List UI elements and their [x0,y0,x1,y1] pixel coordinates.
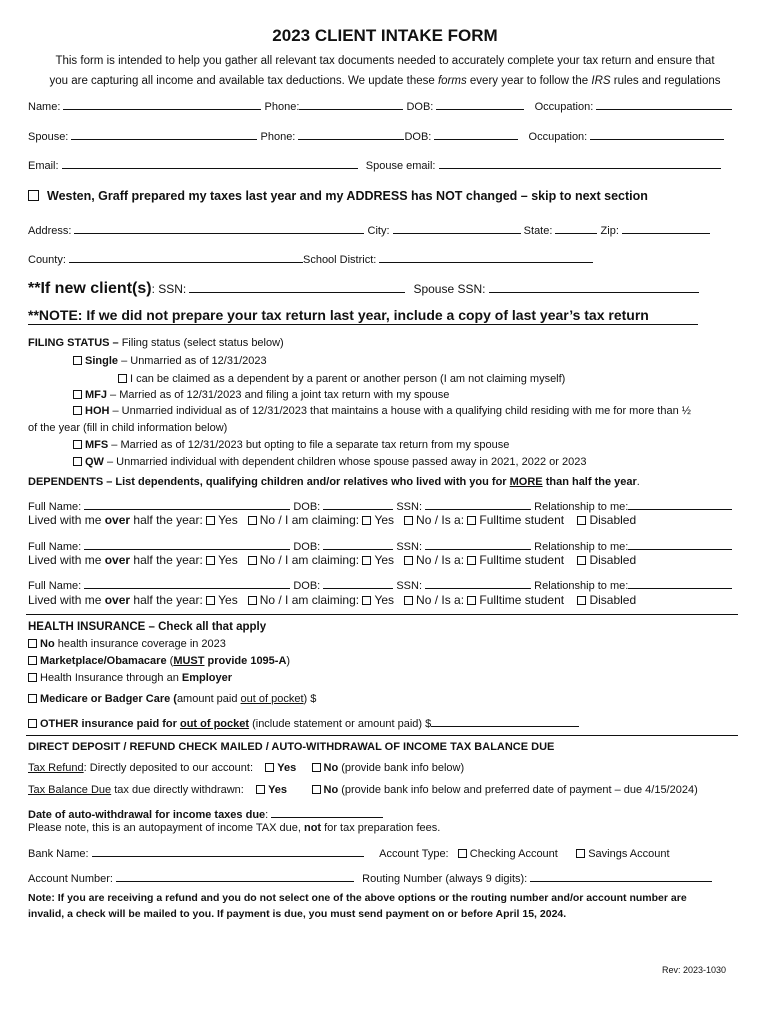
single-text: – Unmarried as of 12/31/2023 [118,355,267,367]
health-heading: HEALTH INSURANCE – Check all that apply [28,621,267,633]
state-label: State: [523,225,553,237]
tax-refund-row [28,762,464,774]
dependent-2-dob-field[interactable] [323,538,393,550]
intro-forms: forms [437,75,467,87]
spouse-occupation-field[interactable] [590,128,724,140]
intro-paragraph [20,51,750,91]
health-medicare-row [28,693,316,705]
marketplace-paren: ( [166,655,174,667]
health-no-row [28,638,226,650]
dependent-1-lived-yes-checkbox[interactable] [206,516,215,525]
medicare-dollar: ) $ [303,693,317,705]
dependent-2-dob-label: DOB: [293,541,321,553]
dependent-1-disabled-checkbox[interactable] [577,516,586,525]
address-field[interactable] [74,222,364,234]
dependent-3-row [28,577,732,592]
withdrawal-date-colon: : [265,809,269,821]
spouse-email-label: Spouse email: [365,160,436,172]
intro-irs: IRS [591,75,611,87]
new-client-row [28,280,699,298]
address-row-1 [28,222,710,237]
yes-label: Yes [218,553,238,567]
spouse-phone-label: Phone: [260,131,296,143]
dependent-3-relationship-label: Relationship to me: [534,580,629,592]
marketplace-paren: ) [286,655,291,667]
ssn-field[interactable] [189,281,405,293]
dependent-2-ssn-label: SSN: [396,541,423,553]
dependent-3-options [28,593,636,607]
dependent-2-fulltime-checkbox[interactable] [467,556,476,565]
dependent-1-relationship-label: Relationship to me: [534,501,629,513]
health-other-row [28,715,579,730]
no-isa-label: No / Is a: [416,593,465,607]
dependent-1-options [28,513,636,527]
dependent-checkbox[interactable] [118,374,127,383]
section-divider [26,735,738,736]
lived-over: over [104,593,131,607]
other-text: (include statement or amount paid) $ [249,718,432,730]
dependent-1-lived-no-checkbox[interactable] [248,516,257,525]
dependent-1-name-label: Full Name: [28,501,82,513]
account-type-label: Account Type: [379,848,449,860]
name-field[interactable] [63,98,261,110]
spouse-label: Spouse: [28,131,69,143]
employer-text: Health Insurance through an [40,672,182,684]
spouse-dob-field[interactable] [434,128,518,140]
other-oop: out of pocket [179,718,250,730]
balance-yes-label: Yes [268,784,288,796]
client-row-1 [28,98,732,113]
account-number-label: Account Number: [28,873,113,885]
mfs-label: MFS [85,439,109,451]
dependent-3-dob-field[interactable] [323,577,393,589]
yes-label: Yes [218,593,238,607]
no-claiming-label: No / I am claiming: [259,553,360,567]
medicare-amount-text: amount paid [176,693,241,705]
no-claiming-label: No / I am claiming: [259,513,360,527]
dependent-3-ssn-label: SSN: [396,580,423,592]
revision-label: Rev: 2023-1030 [661,965,726,975]
mfj-checkbox[interactable] [73,390,82,399]
dependent-2-lived-no-checkbox[interactable] [248,556,257,565]
withdrawal-date-row [28,806,383,821]
routing-number-field[interactable] [530,870,712,882]
dependent-2-row [28,538,732,553]
dependent-1-claim-no-checkbox[interactable] [404,516,413,525]
email-label: Email: [28,160,59,172]
disabled-label: Disabled [589,553,637,567]
filing-hoh-row-2: of the year (fill in child information below) [28,422,228,434]
filing-qw-row [73,456,586,468]
name-label: Name: [28,101,61,113]
no-isa-label: No / Is a: [416,513,465,527]
filing-single-row [73,355,267,367]
health-no-bold: No [40,638,55,650]
dependent-3-lived-no-checkbox[interactable] [248,596,257,605]
no-claiming-label: No / I am claiming: [259,593,360,607]
filing-status-heading [28,337,284,349]
bank-row [28,845,670,860]
mfs-checkbox[interactable] [73,440,82,449]
client-row-2 [28,128,724,143]
hoh-text: – Unmarried individual as of 12/31/2023 that maintains a house with a qualifying child residing with me for more than ½ [109,405,691,417]
spouse-dob-label: DOB: [404,131,432,143]
final-note-line-1: Note: If you are receiving a refund and you do not select one of the above options or the routing number and/or account number are [28,892,687,904]
account-row [28,870,712,885]
autopay-not: not [303,822,322,834]
dob-field[interactable] [436,98,524,110]
dob-label: DOB: [406,101,434,113]
hoh-label: HOH [85,405,110,417]
dependent-3-name-label: Full Name: [28,580,82,592]
dependent-3-disabled-checkbox[interactable] [577,596,586,605]
filing-hoh-row [73,405,691,417]
dependent-1-fulltime-checkbox[interactable] [467,516,476,525]
dependent-2-ssn-field[interactable] [425,538,531,550]
tax-balance-label: Tax Balance Due [28,784,112,796]
disabled-label: Disabled [589,593,637,607]
balance-no-text: (provide bank info below and preferred date of payment – due 4/15/2024) [338,784,698,796]
autopay-text: for tax preparation fees. [321,822,441,834]
dependent-1-ssn-label: SSN: [396,501,423,513]
disabled-label: Disabled [589,513,637,527]
tax-refund-label: Tax Refund [28,762,84,774]
dependent-3-claim-yes-checkbox[interactable] [362,596,371,605]
qw-checkbox[interactable] [73,457,82,466]
savings-checkbox[interactable] [576,849,585,858]
other-amount-field[interactable] [431,715,579,727]
dependent-3-fulltime-checkbox[interactable] [467,596,476,605]
intro-line-2 [20,71,750,91]
mfs-text: – Married as of 12/31/2023 but opting to file a separate tax return from my spouse [108,439,510,451]
yes-label: Yes [374,513,395,527]
health-no-text: health insurance coverage in 2023 [54,638,226,650]
filing-mfj-row [73,389,449,401]
lived-text: half the year: [130,593,203,607]
bank-name-field[interactable] [92,845,364,857]
health-marketplace-checkbox[interactable] [28,656,37,665]
savings-label: Savings Account [588,848,670,860]
intro-text: you are capturing all income and available tax deductions. We update these [49,75,438,87]
health-employer-row [28,672,232,684]
balance-yes-checkbox[interactable] [256,785,265,794]
yes-label: Yes [374,553,395,567]
routing-number-label: Routing Number (always 9 digits): [362,873,528,885]
lived-text: Lived with me [28,553,105,567]
phone-label: Phone: [264,101,300,113]
hoh-checkbox[interactable] [73,406,82,415]
spouse-field[interactable] [71,128,257,140]
dependents-heading-text: than half the year [542,476,637,488]
balance-no-checkbox[interactable] [312,785,321,794]
county-field[interactable] [69,251,303,263]
checking-label: Checking Account [469,848,558,860]
deposit-heading: DIRECT DEPOSIT / REFUND CHECK MAILED / AUTO-WITHDRAWAL OF INCOME TAX BALANCE DUE [28,741,555,753]
tax-balance-text: tax due directly withdrawn: [111,784,244,796]
employer-bold: Employer [181,672,233,684]
new-client-heading: **If new client(s) [28,280,152,297]
dependent-2-disabled-checkbox[interactable] [577,556,586,565]
single-label: Single [85,355,119,367]
lived-text: half the year: [130,553,203,567]
tax-refund-text: : Directly deposited to our account: [83,762,254,774]
refund-no-text: (provide bank info below) [338,762,465,774]
balance-no-label: No [323,784,339,796]
filing-dependent-row [118,373,565,385]
single-checkbox[interactable] [73,356,82,365]
health-marketplace-row [28,655,290,667]
dependents-heading [28,476,640,488]
bank-name-label: Bank Name: [28,848,89,860]
checking-checkbox[interactable] [458,849,467,858]
spouse-occupation-label: Occupation: [528,131,588,143]
dependent-1-name-field[interactable] [84,498,290,510]
dependent-1-relationship-field[interactable] [628,498,732,510]
dependent-2-relationship-label: Relationship to me: [534,541,629,553]
lived-over: over [104,553,131,567]
withdrawal-date-label: Date of auto-withdrawal for income taxes due [28,809,266,821]
client-row-3 [28,157,721,172]
dependent-2-options [28,553,636,567]
dependent-3-lived-yes-checkbox[interactable] [206,596,215,605]
address-skip-checkbox[interactable] [28,190,39,201]
qw-label: QW [85,456,104,468]
marketplace-provide: provide 1095-A [204,655,287,667]
mfj-text: – Married as of 12/31/2023 and filing a joint tax return with my spouse [107,389,450,401]
fulltime-label: Fulltime student [479,593,565,607]
refund-no-label: No [323,762,339,774]
other-label: OTHER insurance paid for [40,718,180,730]
dependent-1-dob-field[interactable] [323,498,393,510]
filing-heading-bold: FILING STATUS – [28,337,119,349]
zip-label: Zip: [600,225,619,237]
dependent-2-lived-yes-checkbox[interactable] [206,556,215,565]
filing-mfs-row [73,439,509,451]
spouse-ssn-field[interactable] [489,281,699,293]
dependent-2-relationship-field[interactable] [628,538,732,550]
spouse-email-field[interactable] [439,157,721,169]
refund-yes-label: Yes [277,762,297,774]
prior-return-note: **NOTE: If we did not prepare your tax return last year, include a copy of last year’s tax return [28,307,698,325]
school-district-field[interactable] [379,251,593,263]
intro-line-1: This form is intended to help you gather all relevant tax documents needed to accurately complete your tax return and ensure that [55,55,715,67]
health-employer-checkbox[interactable] [28,673,37,682]
city-label: City: [367,225,390,237]
spouse-ssn-label: Spouse SSN: [413,282,486,296]
school-district-label: School District: [302,254,377,266]
city-field[interactable] [393,222,521,234]
dependents-heading-text: DEPENDENTS – List dependents, qualifying children and/or relatives who lived with you for [28,476,510,488]
fulltime-label: Fulltime student [479,553,565,567]
dependent-3-name-field[interactable] [84,577,290,589]
dependent-2-name-label: Full Name: [28,541,82,553]
dependent-2-claim-yes-checkbox[interactable] [362,556,371,565]
dependent-1-ssn-field[interactable] [425,498,531,510]
health-medicare-checkbox[interactable] [28,694,37,703]
health-no-checkbox[interactable] [28,639,37,648]
qw-text: – Unmarried individual with dependent children whose spouse passed away in 2021, 2022 or 2023 [103,456,587,468]
occupation-label: Occupation: [534,101,594,113]
lived-over: over [104,513,131,527]
marketplace-must: MUST [173,655,205,667]
dependent-1-row [28,498,732,513]
fulltime-label: Fulltime student [479,513,565,527]
no-isa-label: No / Is a: [416,553,465,567]
dependent-1-claim-yes-checkbox[interactable] [362,516,371,525]
tax-balance-row [28,784,698,796]
intro-text: every year to follow the [466,75,592,87]
autopay-note [28,822,440,834]
withdrawal-date-field[interactable] [271,806,383,818]
section-divider [26,614,738,615]
health-other-checkbox[interactable] [28,719,37,728]
ssn-label: : SSN: [151,282,187,296]
autopay-text: Please note, this is an autopayment of income TAX due, [28,822,304,834]
occupation-field[interactable] [596,98,732,110]
dependents-heading-more: MORE [509,476,543,488]
dependent-3-claim-no-checkbox[interactable] [404,596,413,605]
lived-text: Lived with me [28,593,105,607]
medicare-label: Medicare or Badger Care ( [40,693,177,705]
lived-text: half the year: [130,513,203,527]
dependent-text: I can be claimed as a dependent by a parent or another person (I am not claiming myself) [130,373,566,385]
dependent-2-claim-no-checkbox[interactable] [404,556,413,565]
filing-heading-rest: Filing status (select status below) [118,337,284,349]
medicare-oop: out of pocket [240,693,304,705]
spouse-phone-field[interactable] [298,128,404,140]
form-title: 2023 CLIENT INTAKE FORM [272,26,498,45]
mfj-label: MFJ [85,389,107,401]
yes-label: Yes [218,513,238,527]
address-skip-row [28,189,648,203]
dependents-heading-dot: . [636,476,640,488]
address-row-2 [28,251,593,266]
dependent-3-dob-label: DOB: [293,580,321,592]
dependent-3-relationship-field[interactable] [628,577,732,589]
zip-field[interactable] [622,222,710,234]
state-field[interactable] [555,222,597,234]
phone-field[interactable] [299,98,403,110]
final-note-line-2: invalid, a check will be mailed to you. If payment is due, you must send payment on or before April 15, 2024. [28,908,567,920]
lived-text: Lived with me [28,513,105,527]
dependent-1-dob-label: DOB: [293,501,321,513]
refund-yes-checkbox[interactable] [265,763,274,772]
county-label: County: [28,254,66,266]
email-field[interactable] [62,157,358,169]
account-number-field[interactable] [116,870,354,882]
dependent-3-ssn-field[interactable] [425,577,531,589]
address-skip-label: Westen, Graff prepared my taxes last year and my ADDRESS has NOT changed – skip to next section [47,189,648,203]
intro-text: rules and regulations [610,75,721,87]
yes-label: Yes [374,593,395,607]
dependent-2-name-field[interactable] [84,538,290,550]
refund-no-checkbox[interactable] [312,763,321,772]
address-label: Address: [28,225,72,237]
marketplace-label: Marketplace/Obamacare [40,655,167,667]
